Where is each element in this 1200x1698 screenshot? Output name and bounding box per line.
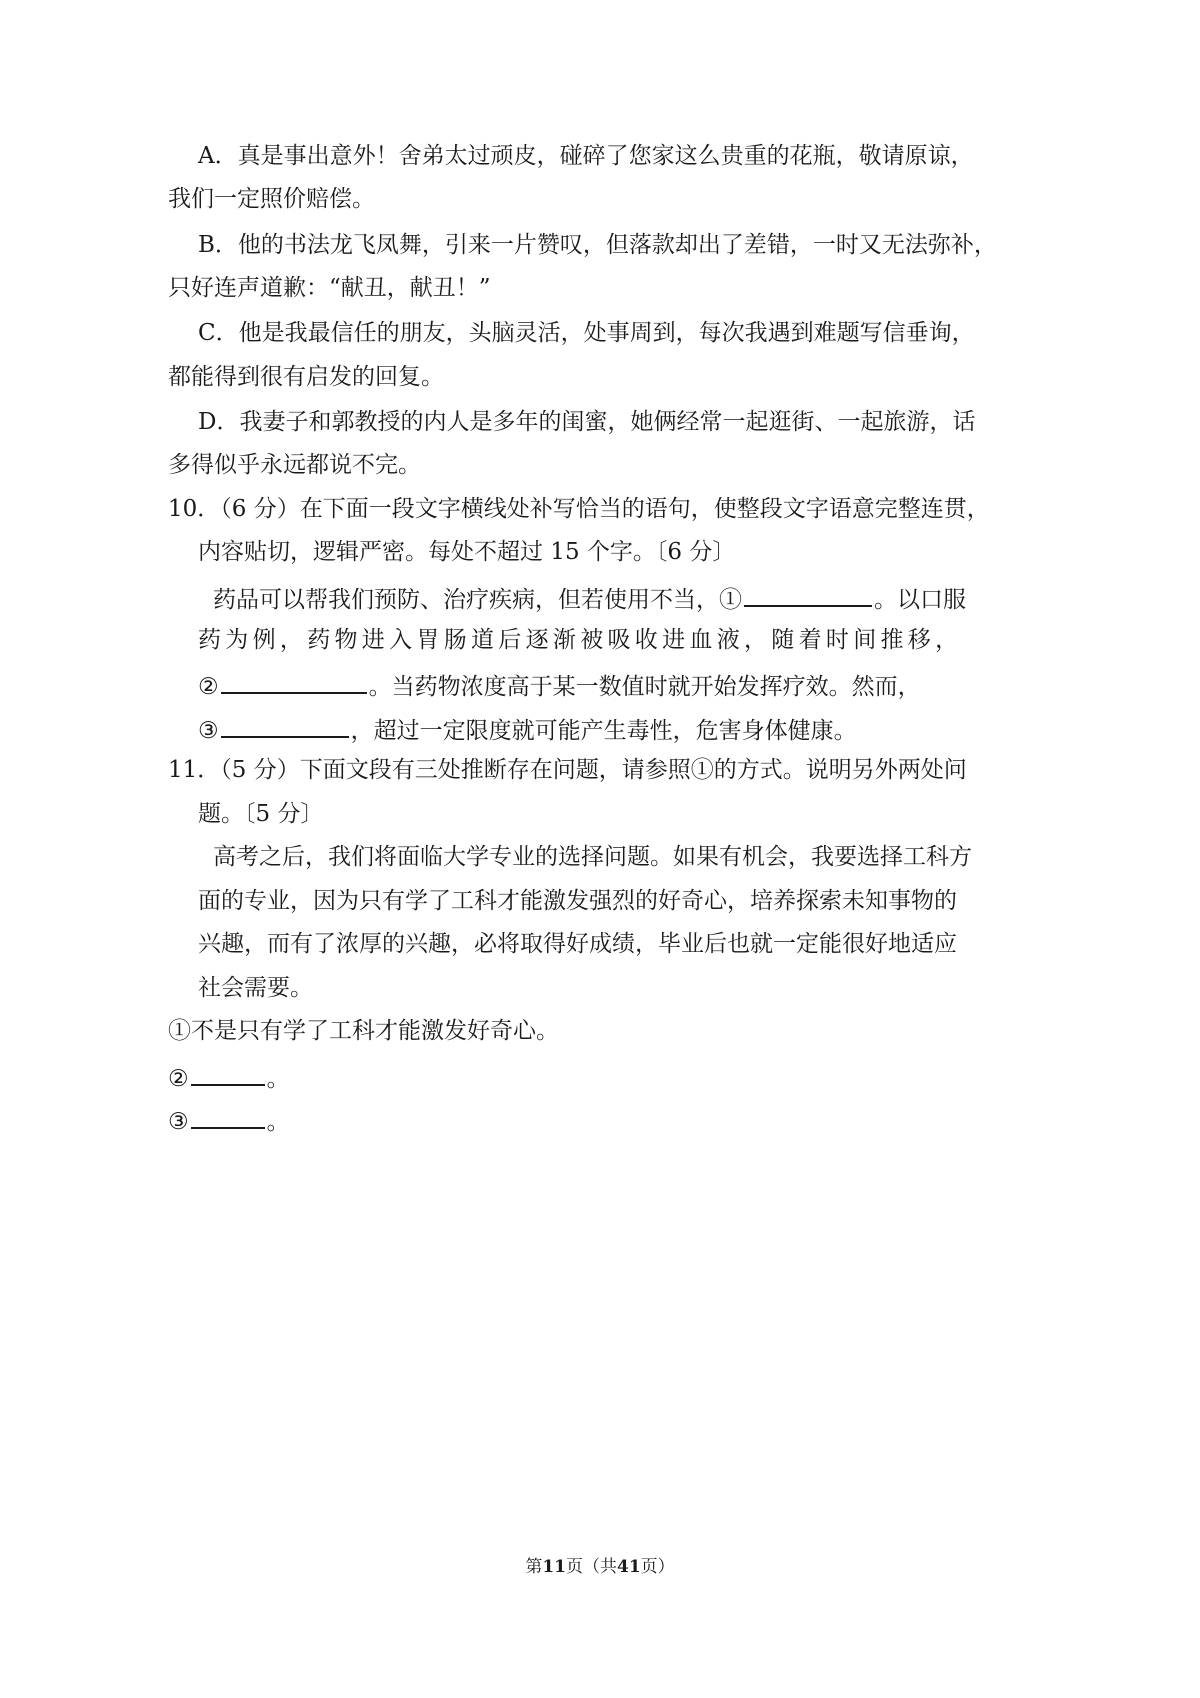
option-a-line2: 我们一定照价赔偿。 xyxy=(168,186,375,212)
answer-blank-1[interactable] xyxy=(744,581,872,607)
total-page-count: 41 xyxy=(617,1557,641,1577)
question-11-line2: 题。〔5 分〕 xyxy=(198,801,324,827)
question-11-line1: 11．（5 分）下面文段有三处推断存在问题，请参照①的方式。说明另外两处问 xyxy=(168,757,967,783)
option-d-line2: 多得似乎永远都说不完。 xyxy=(168,452,421,478)
option-a-line1: A．真是事出意外！舍弟太过顽皮，碰碎了您家这么贵重的花瓶，敬请原谅， xyxy=(198,143,974,169)
q10-passage-text: 。当药物浓度高于某一数值时就开始发挥疗效。然而， xyxy=(368,674,921,700)
q10-passage-text: 。以口服 xyxy=(874,587,966,613)
answer-blank-5[interactable] xyxy=(191,1103,265,1129)
q11-answer-2 xyxy=(168,1060,290,1094)
q11-answer-marker: ② xyxy=(168,1066,189,1092)
q10-passage-text: ③ xyxy=(198,718,219,744)
q11-answer-3 xyxy=(168,1103,290,1137)
q11-passage-line1: 高考之后，我们将面临大学专业的选择问题。如果有机会，我要选择工科方 xyxy=(213,844,972,870)
answer-blank-4[interactable] xyxy=(191,1060,265,1086)
option-b-line1: B．他的书法龙飞凤舞，引来一片赞叹，但落款却出了差错，一时又无法弥补， xyxy=(198,232,997,258)
q11-passage-line3: 兴趣，而有了浓厚的兴趣，必将取得好成绩，毕业后也就一定能很好地适应 xyxy=(198,931,957,957)
q10-passage-line3 xyxy=(198,668,921,702)
q10-passage-text: 药为例，药物进入胃肠道后逐渐被吸收进血液，随着时间推移， xyxy=(198,627,963,653)
q11-passage-line4: 社会需要。 xyxy=(198,975,313,1001)
question-10-line2: 内容贴切，逻辑严密。每处不超过 15 个字。〔6 分〕 xyxy=(198,539,736,565)
q10-passage-text: ，超过一定限度就可能产生毒性，危害身体健康。 xyxy=(350,718,857,744)
option-b-line2: 只好连声道歉：“献丑，献丑！” xyxy=(168,275,491,301)
q11-answer-end: 。 xyxy=(266,1066,290,1092)
footer-prefix: 第 xyxy=(525,1557,543,1577)
q10-passage-text: 药品可以帮我们预防、治疗疾病，但若使用不当，① xyxy=(213,587,742,613)
q10-passage-line4 xyxy=(198,712,857,746)
option-d-line1: D．我妻子和郭教授的内人是多年的闺蜜，她俩经常一起逛街、一起旅游，话 xyxy=(198,409,976,435)
q11-passage-line2: 面的专业，因为只有学了工科才能激发强烈的好奇心，培养探索未知事物的 xyxy=(198,888,957,914)
current-page-number: 11 xyxy=(542,1557,566,1577)
q11-answer-end: 。 xyxy=(266,1109,290,1135)
question-10-line1: 10．（6 分）在下面一段文字横线处补写恰当的语句，使整段文字语意完整连贯， xyxy=(168,496,990,522)
q10-passage-line2 xyxy=(198,625,963,655)
footer-suffix: 页） xyxy=(640,1557,675,1577)
option-c-line2: 都能得到很有启发的回复。 xyxy=(168,364,444,390)
page-footer xyxy=(0,1556,1200,1578)
option-c-line1: C．他是我最信任的朋友，头脑灵活，处事周到，每次我遇到难题写信垂询， xyxy=(198,320,975,346)
answer-blank-2[interactable] xyxy=(221,668,367,694)
answer-blank-3[interactable] xyxy=(221,712,349,738)
q10-passage-line1 xyxy=(213,581,966,615)
q10-passage-text: ② xyxy=(198,674,219,700)
q11-answer-1: ①不是只有学了工科才能激发好奇心。 xyxy=(168,1018,559,1044)
footer-middle: 页（共 xyxy=(566,1557,617,1577)
q11-answer-marker: ③ xyxy=(168,1109,189,1135)
